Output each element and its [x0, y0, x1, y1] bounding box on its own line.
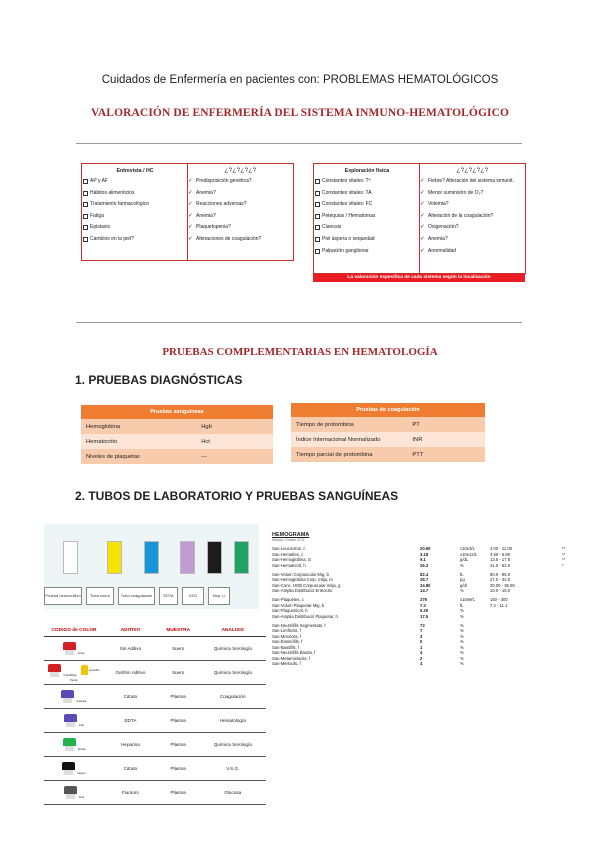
tube-cap-cell [44, 757, 104, 781]
checkbox-icon [83, 202, 88, 207]
hemograma-parametro: San-Plaquetes, c [272, 597, 304, 602]
checkmark-icon: ✓ [188, 224, 193, 231]
codigo-analisis: Coagulación [200, 685, 266, 709]
exploracion-item [314, 178, 420, 184]
hemograma-parametro: San-Neutròfils Banda, f [272, 650, 316, 655]
hemograma-unidad: % [460, 639, 464, 644]
tube-cap-icon [48, 664, 61, 677]
tube-cap-tag: Gold/Rojo [63, 672, 77, 677]
hemograma-valor: 3.18 [420, 551, 429, 557]
hemograma-unidad: g/dL [460, 557, 469, 562]
box-preguntas-1-title: ¿?¿?¿?¿? [224, 168, 257, 174]
exploracion-item-label: Piel áspera o sequedad [322, 235, 375, 242]
hemograma-unidad: % [460, 655, 464, 661]
codigo-analisis: Química Serología [200, 637, 266, 661]
checkmark-icon: ✓ [420, 224, 425, 231]
tube-cap-icon [63, 642, 76, 655]
tube-swatch [207, 541, 222, 574]
hemograma-row [272, 563, 592, 569]
hemograma-parametro: San-Monòcits, f [272, 633, 302, 639]
tube-label: EDTA [159, 587, 178, 605]
codigo-muestra: Plasma [157, 757, 200, 781]
entrevista-item-label: AP y AF [90, 178, 108, 184]
exploracion-item-label: Cianosis [322, 224, 342, 231]
tube-swatch [234, 541, 249, 574]
preguntas-1-item [188, 178, 293, 184]
tube-cap-body [65, 650, 74, 655]
tube-swatch [63, 541, 78, 574]
preguntas-2-item [420, 201, 525, 207]
exploracion-item [314, 201, 420, 207]
tube-cap-cell [44, 709, 104, 733]
hemograma-unidad: % [460, 588, 464, 593]
preguntas-1-item [188, 224, 293, 230]
coagulacion-abbr: PT [407, 417, 485, 432]
tube-cap-body [65, 746, 74, 751]
table-sanguineas [81, 405, 273, 464]
checkbox-icon [83, 237, 88, 242]
codigo-aditivo: EDTA [104, 709, 157, 733]
entrevista-list [82, 178, 188, 242]
coagulacion-name: Tiempo de protombina [291, 417, 407, 432]
codigo-row [44, 709, 266, 733]
preguntas-2-item-label: Alteración de la coagulación? [428, 212, 494, 219]
hemograma-valor: 2 [420, 655, 423, 661]
exploracion-item [314, 236, 420, 242]
codigo-muestra: Plasma [157, 685, 200, 709]
preguntas-2-item-label: Oxigenación? [428, 224, 459, 231]
preguntas-1-item-label: Anemia? [196, 212, 216, 219]
hemograma-flag: * [562, 562, 564, 568]
table-codigo-color [44, 624, 266, 805]
hemograma-valor: 82.4 [420, 571, 429, 577]
box-exploracion-title: Exploración física [344, 168, 390, 174]
sanguineas-row [81, 449, 273, 464]
checkmark-icon: ✓ [188, 189, 193, 196]
hemograma-parametro: San-Conc. HGB Corpuscular mitja, g [272, 582, 341, 588]
exploracion-item-label: Palpación ganglionar [322, 247, 369, 254]
hemograma-rango: 80.0 - 95.0 [490, 571, 511, 577]
codigo-muestra: Suero [157, 637, 200, 661]
tube-label: Hep. Li [208, 587, 230, 605]
table-coagulacion-header: Pruebas de coagulación [291, 403, 485, 417]
checkbox-icon [315, 249, 320, 254]
hemograma-parametro: San-Hemoglobina Corp. mitja, m [272, 577, 333, 582]
preguntas-1-item-label: Predisposición genética? [196, 178, 252, 184]
checkmark-icon: ✓ [420, 212, 425, 219]
codigo-header: MUESTRA [157, 624, 200, 637]
exploracion-item-label: Petequias / Hematomas [322, 212, 376, 219]
checkbox-icon [315, 237, 320, 242]
hemograma-unidad: % [460, 613, 464, 619]
hemograma-flag: ** [562, 546, 566, 551]
preguntas-1-item-label: Reacciones adversas? [196, 201, 247, 208]
tube-label: VSG [182, 587, 204, 605]
hemograma-unidad: % [460, 650, 464, 655]
codigo-muestra: Plasma [157, 733, 200, 757]
coagulacion-name: Tiempo parcial de protombina [291, 447, 407, 462]
exploracion-item [314, 190, 420, 196]
box-exploracion [313, 163, 421, 274]
hemograma-parametro: San-Volum Corpuscular Mig, b [272, 571, 329, 577]
checkbox-icon [83, 225, 88, 230]
checkbox-icon [83, 191, 88, 196]
checkmark-icon: ✓ [188, 178, 193, 184]
tube-cap-top [64, 714, 77, 722]
preguntas-1-list [188, 178, 293, 242]
tube-cap-body [66, 794, 75, 799]
hemograma-unidad: % [460, 622, 464, 628]
sanguineas-abbr: Hct [196, 434, 273, 449]
tube-swatch [180, 541, 195, 574]
hemograma-unidad: pg [460, 577, 465, 582]
sanguineas-row [81, 419, 273, 434]
exploracion-item [314, 248, 420, 254]
preguntas-1-item-label: Plaquetopenia? [196, 224, 231, 231]
codigo-header: ADITIVO [104, 624, 157, 637]
tube-label: Prueba hemocultivo [44, 587, 82, 605]
preguntas-1-item [188, 190, 293, 196]
sanguineas-abbr: --- [196, 449, 273, 464]
codigo-aditivo: Sin Aditivo [104, 637, 157, 661]
hemograma-valor: 34.80 [420, 582, 431, 588]
checkbox-icon [83, 179, 88, 184]
divider [76, 322, 522, 323]
codigo-aditivo: Citrato [104, 757, 157, 781]
hemograma-flag: ** [562, 551, 566, 557]
preguntas-1-item-label: Anemia? [196, 189, 216, 196]
hemograma-parametro: San-Amplia Distribució Eritrocits. [272, 588, 333, 593]
entrevista-item [82, 190, 188, 196]
valoracion-heading: VALORACIÓN DE ENFERMERÍA DEL SISTEMA INMUNO-HEMATOLÓGICO [90, 107, 510, 119]
codigo-aditivo: Citrato [104, 685, 157, 709]
exploracion-item-label: Constantes vitales: FC [322, 201, 373, 208]
tube-cap-icon [62, 762, 75, 775]
hemograma-valor: 9.1 [420, 557, 426, 562]
hemograma-unidad: x10e12/L [460, 551, 478, 557]
codigo-aditivo: Gel/Sin Aditivo [104, 661, 157, 685]
entrevista-item [82, 213, 188, 219]
hemograma-parametro: San-Hematocrit, h [272, 562, 306, 568]
tube-cap-cell [44, 685, 104, 709]
checkbox-icon [315, 179, 320, 184]
pruebas-heading: PRUEBAS COMPLEMENTARIAS EN HEMATOLOGÍA [162, 346, 438, 358]
hemograma-unidad: x10e9/L [460, 597, 475, 602]
codigo-row [44, 757, 266, 781]
codigo-row [44, 733, 266, 757]
hemograma-unidad: fL [460, 571, 464, 577]
entrevista-item [82, 178, 188, 184]
hemograma-valor: 276 [420, 597, 427, 602]
checkmark-icon: ✓ [420, 201, 425, 208]
checkmark-icon: ✓ [188, 212, 193, 219]
hemograma-valor: 20.60 [420, 546, 431, 551]
hemograma-row [272, 588, 592, 594]
coagulacion-row [291, 417, 485, 432]
exploracion-item-label: Constantes vitales: TA [322, 189, 372, 196]
entrevista-item-label: Tratamiento farmacológico [90, 201, 150, 208]
checkbox-icon [83, 214, 88, 219]
checkmark-icon: ✓ [420, 178, 425, 184]
hemograma-valor: 17.5 [420, 613, 429, 619]
tube-swatch [107, 541, 122, 574]
preguntas-2-item-label: Fiebre? Alteración del sistema inmunit. [428, 178, 514, 184]
codigo-analisis: Glucosa [200, 781, 266, 805]
preguntas-2-item [420, 190, 525, 196]
hemograma-rango: 150 - 400 [490, 597, 508, 602]
tube-cap-icon [64, 786, 77, 799]
section-2-title: 2. TUBOS DE LABORATORIO Y PRUEBAS SANGUÍNEAS [75, 489, 399, 503]
exploracion-item [314, 213, 420, 219]
hemograma-unidad: % [460, 608, 464, 613]
sanguineas-name: Hemoglobina [81, 419, 196, 434]
tube-cap-top-2 [81, 665, 88, 675]
hemograma-unidad: % [460, 562, 464, 568]
hemograma-rango: 7.2 - 11.1 [490, 602, 508, 608]
hemograma-valor: 14.7 [420, 588, 429, 593]
entrevista-item [82, 236, 188, 242]
entrevista-item-label: Hábitos alimenticios [90, 189, 135, 196]
coagulacion-abbr: PTT [407, 447, 485, 462]
entrevista-item-label: Epistaxis [90, 224, 111, 231]
hemograma-rows [272, 546, 592, 667]
hemograma-unidad: % [460, 628, 464, 633]
tube-cap-cell [44, 733, 104, 757]
tube-cap-icon [61, 690, 74, 703]
tubes-panel [44, 524, 259, 609]
preguntas-2-item [420, 248, 525, 254]
hemograma-unidad: fL [460, 602, 464, 608]
tube-label: Tubo suero [86, 587, 114, 605]
hemograma-parametro: San-Eosinòfils, f [272, 639, 303, 644]
hemograma-valor: 0.20 [420, 608, 429, 613]
entrevista-item [82, 224, 188, 230]
tube-swatch [144, 541, 159, 574]
box-entrevista [81, 163, 189, 261]
checkmark-icon: ✓ [420, 247, 425, 254]
hemograma-valor: 7.3 [420, 602, 426, 608]
codigo-aditivo: Fluoruro [104, 781, 157, 805]
codigo-header: ANALISIS [200, 624, 266, 637]
hemograma-rango: 13.5 - 17.5 [490, 557, 511, 562]
hemograma-valor: 0 [420, 639, 423, 644]
codigo-row [44, 781, 266, 805]
codigo-analisis: V.S.G. [200, 757, 266, 781]
tube-cap-tag: Rojo [78, 651, 85, 655]
preguntas-1-item-label: Alteraciones de coagulación? [196, 235, 262, 242]
hemograma-valor: 4 [420, 661, 423, 666]
hemograma-valor: 73 [420, 622, 425, 628]
hemograma-valor: 4 [420, 650, 423, 655]
codigo-row [44, 685, 266, 709]
preguntas-2-item [420, 224, 525, 230]
tube-cap-icon [63, 738, 76, 751]
hemograma-valor: 7 [420, 628, 423, 633]
coagulacion-row [291, 432, 485, 447]
valoracion-note: La valoración específica de cada sistema según la localización [313, 274, 525, 282]
preguntas-2-item [420, 213, 525, 219]
tube-cap-top [61, 690, 74, 698]
hemograma-valor: 1 [420, 644, 423, 650]
codigo-muestra: Suero [157, 661, 200, 685]
checkmark-icon: ✓ [188, 201, 193, 208]
sanguineas-abbr: Hgb [196, 419, 273, 434]
hemograma-parametro: San-Amplia Distribució Plaquetar, h [272, 613, 338, 619]
hemograma-parametro: San-Neutròfils Segmentats, f [272, 622, 326, 628]
codigo-row [44, 637, 266, 661]
tube-cap-top [63, 642, 76, 650]
preguntas-2-item-label: Anemia? [428, 235, 448, 242]
sanguineas-row [81, 434, 273, 449]
checkbox-icon [315, 225, 320, 230]
hemograma-unidad: % [460, 644, 464, 650]
box-preguntas-2-title: ¿?¿?¿?¿? [456, 168, 489, 174]
hemograma-rango: 4.00 - 11.00 [490, 546, 513, 551]
hemograma-subtitle: Método: Coulter VCS [272, 538, 305, 542]
hemograma-unidad: g/dl [460, 582, 467, 588]
tube-cap-tag: Lila [79, 723, 84, 727]
hemograma-parametro: San-Mielocits, f [272, 661, 301, 666]
checkmark-icon: ✓ [188, 235, 193, 242]
codigo-muestra: Plasma [157, 709, 200, 733]
preguntas-1-item [188, 236, 293, 242]
hemograma-title: HEMOGRAMA [272, 532, 310, 538]
coagulacion-row [291, 447, 485, 462]
preguntas-2-item-label: Menor suministro de O₂? [428, 189, 484, 196]
codigo-analisis: Química Serología [200, 661, 266, 685]
codigo-analisis: Química Serología [200, 733, 266, 757]
preguntas-2-list [420, 178, 525, 254]
preguntas-2-item [420, 236, 525, 242]
exploracion-item-label: Constantes vitales: Tª [322, 178, 371, 184]
codigo-aditivo: Heparina [104, 733, 157, 757]
table-coagulacion [291, 403, 485, 462]
exploracion-list [314, 178, 420, 254]
codigo-header: CODIGO de COLOR [44, 624, 104, 637]
sanguineas-name: Niveles de plaquetas [81, 449, 196, 464]
hemograma-unidad: % [460, 661, 464, 666]
entrevista-item [82, 201, 188, 207]
codigo-row [44, 661, 266, 685]
tube-cap-top [64, 786, 77, 794]
tube-cap-cell [44, 781, 104, 805]
tube-cap-tag: Negro [77, 771, 86, 775]
preguntas-2-item-label: Anormalidad [428, 247, 457, 254]
hemograma-valor: 3 [420, 633, 423, 639]
section-1-title: 1. PRUEBAS DIAGNÓSTICAS [75, 373, 243, 387]
coagulacion-abbr: INR [407, 432, 485, 447]
tube-cap-body [64, 770, 73, 775]
hemograma-parametro: San-Hemoglobina, G [272, 557, 312, 562]
entrevista-item-label: Fatiga [90, 212, 104, 219]
hemograma-report [272, 532, 592, 667]
hemograma-rango: 30.00 - 35.00 [490, 582, 515, 588]
hemograma-parametro: San-Basòfils, f [272, 644, 299, 650]
checkmark-icon: ✓ [420, 235, 425, 242]
tube-cap-tag: Celeste [76, 699, 87, 703]
tube-cap-tag: Gris [78, 795, 85, 799]
codigo-muestra: Plasma [157, 781, 200, 805]
tube-cap-body [63, 698, 72, 703]
tube-cap-top [62, 762, 75, 770]
hemograma-row [272, 614, 592, 620]
checkmark-icon: ✓ [420, 189, 425, 196]
entrevista-item-label: Cambios en la piel? [90, 235, 134, 242]
tube-label: Tubo coagulación [118, 587, 155, 605]
hemograma-parametro: San-Hematíes, c [272, 551, 304, 557]
hemograma-rango: 4.50 - 5.90 [490, 551, 511, 557]
hemograma-valor: 26.2 [420, 562, 429, 568]
hemograma-parametro: San-Leucocitos, c [272, 546, 306, 551]
divider [76, 143, 522, 144]
tube-cap-cell [44, 637, 104, 661]
tube-cap-body [66, 722, 75, 727]
box-preguntas-2 [419, 163, 526, 274]
tube-cap-tag-2: Amarillo Tapón [69, 668, 100, 682]
hemograma-flag: ** [562, 557, 566, 562]
hemograma-rango: 27.0 - 32.0 [490, 577, 511, 582]
box-preguntas-1 [187, 163, 294, 261]
preguntas-1-item [188, 213, 293, 219]
tube-cap-icon [64, 714, 77, 727]
table-sanguineas-header: Pruebas sanguíneas [81, 405, 273, 419]
codigo-analisis: Hematología [200, 709, 266, 733]
checkbox-icon [315, 214, 320, 219]
hemograma-valor: 28.7 [420, 577, 429, 582]
preguntas-1-item [188, 201, 293, 207]
checkbox-icon [315, 191, 320, 196]
preguntas-2-item [420, 178, 525, 184]
document-title: Cuidados de Enfermería en pacientes con: PROBLEMAS HEMATOLÓGICOS [101, 74, 499, 86]
preguntas-2-item-label: Volemia? [428, 201, 449, 208]
hemograma-unidad: % [460, 633, 464, 639]
sanguineas-name: Hematocrito [81, 434, 196, 449]
hemograma-parametro: San-Metamielocits, f [272, 655, 310, 661]
hemograma-parametro: San-Plaquetòcrit, h [272, 608, 308, 613]
tube-cap-top [48, 664, 61, 672]
tube-cap-cell [44, 661, 104, 685]
coagulacion-name: Índice Internacional Normalizado [291, 432, 407, 447]
hemograma-rango: 10.0 - 15.0 [490, 588, 511, 593]
hemograma-parametro: San-Limfòcits, f [272, 628, 301, 633]
hemograma-unidad: x10e3/L [460, 546, 475, 551]
tube-cap-top [63, 738, 76, 746]
hemograma-parametro: San-Volum Plaquetar Mig, b [272, 602, 325, 608]
checkbox-icon [315, 202, 320, 207]
hemograma-row [272, 661, 592, 667]
box-entrevista-title: Entrevista / HC [116, 168, 154, 174]
exploracion-item [314, 224, 420, 230]
hemograma-rango: 41.0 - 52.0 [490, 562, 511, 568]
tube-cap-body [50, 672, 59, 677]
tube-cap-tag: Verde [77, 747, 86, 751]
